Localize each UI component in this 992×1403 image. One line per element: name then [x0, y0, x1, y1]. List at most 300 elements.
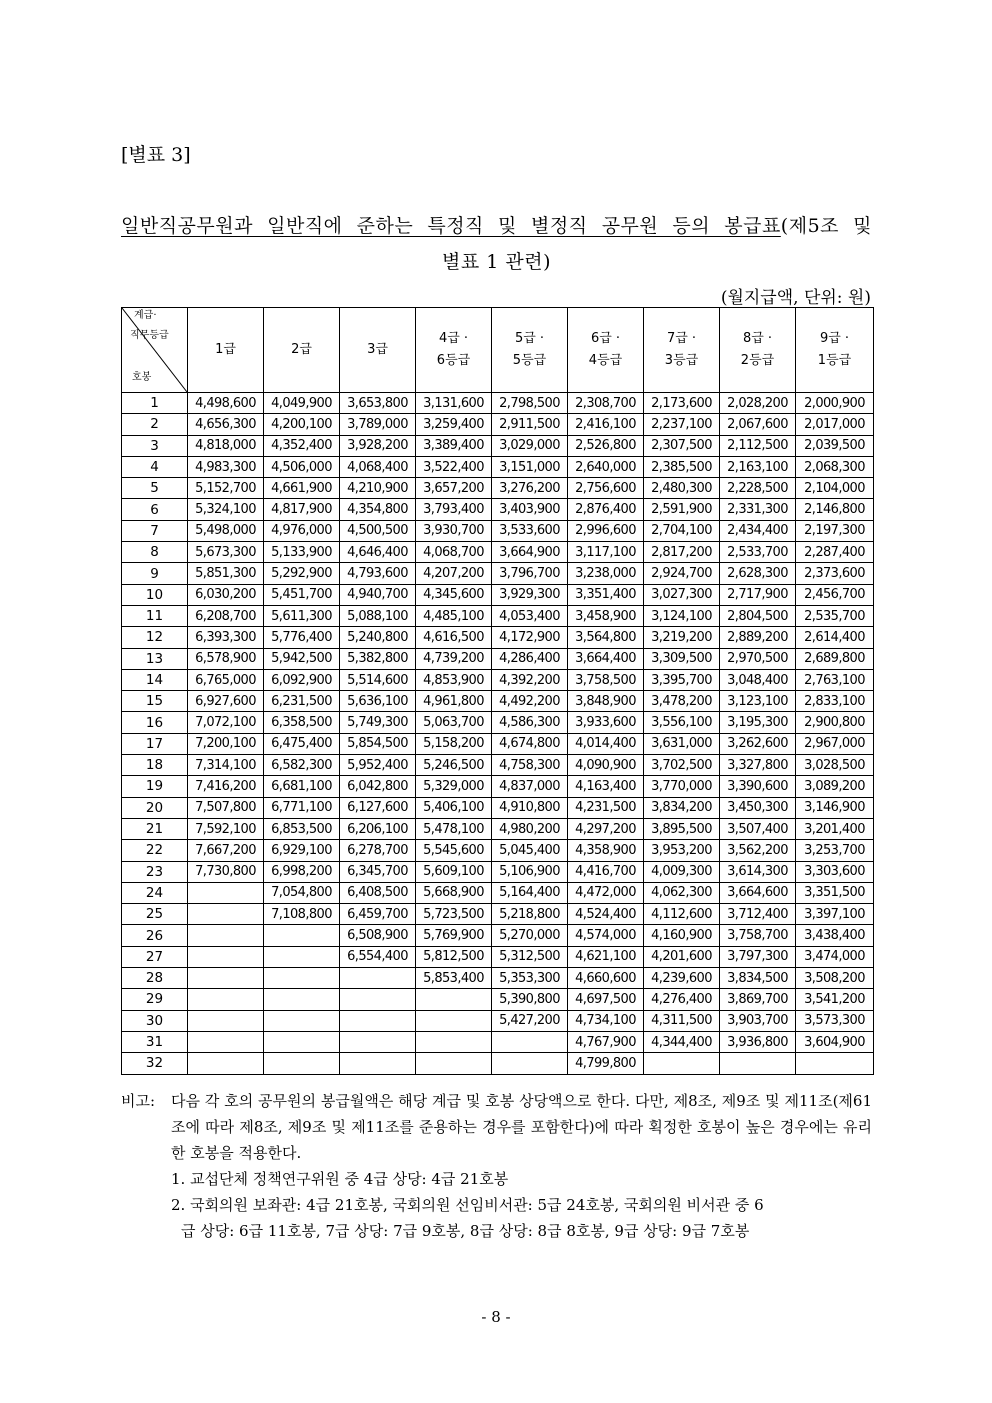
- salary-cell: 4,837,000: [492, 776, 568, 797]
- salary-cell: 5,668,900: [416, 882, 492, 903]
- salary-cell: 4,062,300: [644, 882, 720, 903]
- salary-cell: 4,616,500: [416, 627, 492, 648]
- step-cell: 6: [122, 499, 188, 520]
- salary-cell: 6,231,500: [264, 691, 340, 712]
- salary-cell: 3,201,400: [796, 818, 874, 839]
- salary-cell: [264, 1010, 340, 1031]
- salary-cell: 3,124,100: [644, 605, 720, 626]
- salary-cell: 5,045,400: [492, 840, 568, 861]
- salary-cell: 5,673,300: [188, 542, 264, 563]
- column-header-duty-grade: 5등급: [512, 353, 547, 368]
- step-cell: 15: [122, 691, 188, 712]
- table-row: [122, 393, 874, 414]
- salary-cell: 2,307,500: [644, 435, 720, 456]
- salary-cell: 5,514,600: [340, 669, 416, 690]
- salary-cell: 3,533,600: [492, 520, 568, 541]
- column-header-duty-grade: 2등급: [740, 353, 775, 368]
- salary-cell: 6,206,100: [340, 818, 416, 839]
- salary-cell: 5,942,500: [264, 648, 340, 669]
- salary-cell: 4,660,600: [568, 968, 644, 989]
- salary-cell: 3,146,900: [796, 797, 874, 818]
- salary-cell: 4,961,800: [416, 691, 492, 712]
- table-row: [122, 712, 874, 733]
- salary-cell: 2,434,400: [720, 520, 796, 541]
- corner-label-grade: 계급·: [134, 310, 157, 321]
- salary-cell: 4,758,300: [492, 755, 568, 776]
- salary-cell: 6,127,600: [340, 797, 416, 818]
- corner-header-cell: [122, 308, 188, 393]
- column-header-grade: 8급 ·: [742, 331, 773, 346]
- salary-cell: 7,730,800: [188, 861, 264, 882]
- salary-cell: 3,664,600: [720, 882, 796, 903]
- salary-cell: 4,734,100: [568, 1010, 644, 1031]
- salary-cell: 3,403,900: [492, 499, 568, 520]
- salary-cell: 7,200,100: [188, 733, 264, 754]
- salary-cell: 5,427,200: [492, 1010, 568, 1031]
- salary-cell: 3,758,500: [568, 669, 644, 690]
- salary-cell: 2,308,700: [568, 393, 644, 414]
- column-header-duty-grade: 6등급: [436, 353, 471, 368]
- salary-cell: [188, 1010, 264, 1031]
- salary-cell: 6,927,600: [188, 691, 264, 712]
- salary-cell: 3,702,500: [644, 755, 720, 776]
- salary-cell: 3,238,000: [568, 563, 644, 584]
- salary-cell: 5,451,700: [264, 584, 340, 605]
- salary-cell: 3,259,400: [416, 414, 492, 435]
- table-row: [122, 456, 874, 477]
- salary-cell: 5,545,600: [416, 840, 492, 861]
- salary-cell: 5,390,800: [492, 989, 568, 1010]
- step-cell: 10: [122, 584, 188, 605]
- salary-cell: 6,030,200: [188, 584, 264, 605]
- salary-cell: 4,940,700: [340, 584, 416, 605]
- step-cell: 18: [122, 755, 188, 776]
- salary-cell: 3,936,800: [720, 1031, 796, 1052]
- table-row: [122, 499, 874, 520]
- salary-cell: 3,253,700: [796, 840, 874, 861]
- salary-cell: 2,689,800: [796, 648, 874, 669]
- salary-cell: [796, 1053, 874, 1074]
- salary-cell: 4,231,500: [568, 797, 644, 818]
- salary-cell: 3,390,600: [720, 776, 796, 797]
- salary-cell: 2,173,600: [644, 393, 720, 414]
- salary-cell: 6,578,900: [188, 648, 264, 669]
- salary-cell: 4,976,000: [264, 520, 340, 541]
- salary-cell: 6,681,100: [264, 776, 340, 797]
- salary-cell: [264, 1031, 340, 1052]
- salary-cell: 5,749,300: [340, 712, 416, 733]
- salary-cell: 3,895,500: [644, 818, 720, 839]
- corner-label-duty-grade: 직무등급: [130, 330, 169, 341]
- salary-cell: 4,739,200: [416, 648, 492, 669]
- step-cell: 5: [122, 478, 188, 499]
- step-cell: 16: [122, 712, 188, 733]
- salary-cell: 4,524,400: [568, 904, 644, 925]
- salary-cell: 5,812,500: [416, 946, 492, 967]
- salary-cell: 4,276,400: [644, 989, 720, 1010]
- step-cell: 28: [122, 968, 188, 989]
- salary-cell: 4,068,700: [416, 542, 492, 563]
- salary-cell: 4,311,500: [644, 1010, 720, 1031]
- salary-cell: 4,090,900: [568, 755, 644, 776]
- salary-cell: 5,498,000: [188, 520, 264, 541]
- salary-cell: 3,903,700: [720, 1010, 796, 1031]
- salary-cell: 2,889,200: [720, 627, 796, 648]
- salary-cell: 3,458,900: [568, 605, 644, 626]
- table-row: [122, 691, 874, 712]
- step-cell: 7: [122, 520, 188, 541]
- salary-cell: 3,797,300: [720, 946, 796, 967]
- column-header: [340, 308, 416, 393]
- column-header: [264, 308, 340, 393]
- salary-cell: 3,758,700: [720, 925, 796, 946]
- salary-cell: 3,327,800: [720, 755, 796, 776]
- table-row: [122, 414, 874, 435]
- salary-cell: 2,067,600: [720, 414, 796, 435]
- corner-label-step: 호봉: [132, 372, 152, 383]
- step-cell: 4: [122, 456, 188, 477]
- salary-cell: 5,382,800: [340, 648, 416, 669]
- title-suffix: (제5조 및: [780, 215, 872, 237]
- salary-cell: [416, 989, 492, 1010]
- salary-cell: 7,054,800: [264, 882, 340, 903]
- column-header: [796, 308, 874, 393]
- step-cell: 27: [122, 946, 188, 967]
- salary-cell: 2,112,500: [720, 435, 796, 456]
- salary-cell: 2,900,800: [796, 712, 874, 733]
- salary-cell: 5,088,100: [340, 605, 416, 626]
- salary-cell: 5,769,900: [416, 925, 492, 946]
- salary-cell: [416, 1031, 492, 1052]
- table-row: [122, 648, 874, 669]
- column-header-duty-grade: 1등급: [817, 353, 852, 368]
- salary-cell: 3,929,300: [492, 584, 568, 605]
- salary-cell: 2,000,900: [796, 393, 874, 414]
- table-row: [122, 542, 874, 563]
- salary-cell: 4,799,800: [568, 1053, 644, 1074]
- salary-cell: 5,106,900: [492, 861, 568, 882]
- salary-cell: 7,314,100: [188, 755, 264, 776]
- salary-cell: 6,853,500: [264, 818, 340, 839]
- salary-cell: 2,970,500: [720, 648, 796, 669]
- column-header-grade: 3급: [367, 342, 388, 357]
- salary-cell: 4,793,600: [340, 563, 416, 584]
- salary-cell: 2,924,700: [644, 563, 720, 584]
- step-cell: 12: [122, 627, 188, 648]
- salary-cell: 4,506,000: [264, 456, 340, 477]
- salary-cell: 7,507,800: [188, 797, 264, 818]
- salary-cell: 3,151,000: [492, 456, 568, 477]
- salary-cell: [188, 989, 264, 1010]
- salary-cell: 7,108,800: [264, 904, 340, 925]
- salary-cell: 3,522,400: [416, 456, 492, 477]
- salary-cell: [264, 968, 340, 989]
- salary-cell: 2,163,100: [720, 456, 796, 477]
- column-header: [492, 308, 568, 393]
- notes-item-1: 1. 교섭단체 정책연구위원 중 4급 상당: 4급 21호봉: [171, 1170, 509, 1188]
- column-header: [568, 308, 644, 393]
- salary-cell: 4,767,900: [568, 1031, 644, 1052]
- salary-cell: 4,286,400: [492, 648, 568, 669]
- salary-cell: 7,667,200: [188, 840, 264, 861]
- salary-cell: 2,614,400: [796, 627, 874, 648]
- notes-text: 다음 각 호의 공무원의 봉급월액은 해당 계급 및 호봉 상당액으로 한다. 다만, 제8조, 제9조 및 제11조(제61조에 따라 제8조, 제9조 및 제11조를 준용하는 경우를 포함한다)에 따라 획정한 호봉이 높은 경우에는 유리한 호봉을 적용한다.: [171, 1092, 872, 1162]
- salary-cell: 4,009,300: [644, 861, 720, 882]
- salary-cell: 2,876,400: [568, 499, 644, 520]
- salary-cell: 6,771,100: [264, 797, 340, 818]
- salary-cell: 4,817,900: [264, 499, 340, 520]
- salary-cell: [340, 1053, 416, 1074]
- table-row: [122, 989, 874, 1010]
- column-header-grade: 2급: [291, 342, 312, 357]
- document-title: [121, 210, 872, 278]
- step-cell: 21: [122, 818, 188, 839]
- salary-cell: 3,303,600: [796, 861, 874, 882]
- column-header: [416, 308, 492, 393]
- salary-cell: 5,952,400: [340, 755, 416, 776]
- salary-cell: 2,146,800: [796, 499, 874, 520]
- step-cell: 26: [122, 925, 188, 946]
- salary-cell: 5,158,200: [416, 733, 492, 754]
- salary-cell: 4,853,900: [416, 669, 492, 690]
- salary-cell: 5,609,100: [416, 861, 492, 882]
- salary-cell: 3,507,400: [720, 818, 796, 839]
- salary-cell: 4,818,000: [188, 435, 264, 456]
- salary-cell: 4,163,400: [568, 776, 644, 797]
- salary-cell: 4,661,900: [264, 478, 340, 499]
- table-row: [122, 882, 874, 903]
- salary-cell: 4,201,600: [644, 946, 720, 967]
- salary-cell: 5,723,500: [416, 904, 492, 925]
- table-row: [122, 797, 874, 818]
- salary-cell: 3,712,400: [720, 904, 796, 925]
- salary-cell: 6,092,900: [264, 669, 340, 690]
- salary-cell: [264, 946, 340, 967]
- salary-cell: 4,621,100: [568, 946, 644, 967]
- salary-cell: 3,117,100: [568, 542, 644, 563]
- salary-cell: 6,929,100: [264, 840, 340, 861]
- salary-cell: [340, 989, 416, 1010]
- salary-cell: 2,996,600: [568, 520, 644, 541]
- step-cell: 2: [122, 414, 188, 435]
- salary-cell: 4,352,400: [264, 435, 340, 456]
- salary-cell: [188, 1053, 264, 1074]
- table-row: [122, 776, 874, 797]
- column-header-duty-grade: 4등급: [588, 353, 623, 368]
- salary-cell: 3,556,100: [644, 712, 720, 733]
- salary-cell: 3,869,700: [720, 989, 796, 1010]
- table-row: [122, 627, 874, 648]
- table-row: [122, 925, 874, 946]
- step-cell: 9: [122, 563, 188, 584]
- step-cell: 32: [122, 1053, 188, 1074]
- table-row: [122, 904, 874, 925]
- column-header-grade: 5급 ·: [514, 331, 545, 346]
- table-row: [122, 818, 874, 839]
- salary-cell: 2,228,500: [720, 478, 796, 499]
- salary-cell: 2,456,700: [796, 584, 874, 605]
- notes-item-2-line-1: 2. 국회의원 보좌관: 4급 21호봉, 국회의원 선임비서관: 5급 24호봉, 국회의원 비서관 중 6: [171, 1196, 764, 1214]
- salary-cell: 5,478,100: [416, 818, 492, 839]
- step-cell: 31: [122, 1031, 188, 1052]
- column-header-grade: 6급 ·: [590, 331, 621, 346]
- salary-cell: 2,798,500: [492, 393, 568, 414]
- salary-cell: 4,492,200: [492, 691, 568, 712]
- table-row: [122, 968, 874, 989]
- table-row: [122, 946, 874, 967]
- step-cell: 25: [122, 904, 188, 925]
- salary-cell: 5,133,900: [264, 542, 340, 563]
- salary-table: [121, 307, 874, 1075]
- salary-cell: 5,218,800: [492, 904, 568, 925]
- salary-cell: 2,526,800: [568, 435, 644, 456]
- salary-cell: 3,123,100: [720, 691, 796, 712]
- salary-cell: 4,980,200: [492, 818, 568, 839]
- salary-cell: 4,112,600: [644, 904, 720, 925]
- salary-cell: 4,160,900: [644, 925, 720, 946]
- table-row: [122, 1053, 874, 1074]
- salary-cell: 5,406,100: [416, 797, 492, 818]
- step-cell: 20: [122, 797, 188, 818]
- step-cell: 1: [122, 393, 188, 414]
- salary-cell: 3,796,700: [492, 563, 568, 584]
- salary-cell: 3,195,300: [720, 712, 796, 733]
- step-cell: 23: [122, 861, 188, 882]
- title-underlined: 일반직공무원과 일반직에 준하는 특정직 및 별정직 공무원 등의 봉급표: [121, 215, 781, 237]
- salary-cell: 3,573,300: [796, 1010, 874, 1031]
- salary-cell: 4,345,600: [416, 584, 492, 605]
- salary-cell: 3,351,500: [796, 882, 874, 903]
- salary-cell: 2,331,300: [720, 499, 796, 520]
- salary-cell: 3,219,200: [644, 627, 720, 648]
- salary-cell: 2,197,300: [796, 520, 874, 541]
- salary-cell: 2,104,000: [796, 478, 874, 499]
- salary-cell: 3,389,400: [416, 435, 492, 456]
- salary-cell: 3,657,200: [416, 478, 492, 499]
- salary-cell: 4,172,900: [492, 627, 568, 648]
- salary-cell: 3,478,200: [644, 691, 720, 712]
- salary-cell: 5,636,100: [340, 691, 416, 712]
- table-row: [122, 1010, 874, 1031]
- step-cell: 11: [122, 605, 188, 626]
- salary-cell: 5,312,500: [492, 946, 568, 967]
- salary-cell: 5,324,100: [188, 499, 264, 520]
- table-row: [122, 733, 874, 754]
- salary-cell: 3,450,300: [720, 797, 796, 818]
- salary-cell: 2,373,600: [796, 563, 874, 584]
- salary-cell: 3,848,900: [568, 691, 644, 712]
- step-cell: 24: [122, 882, 188, 903]
- salary-cell: 2,287,400: [796, 542, 874, 563]
- table-row: [122, 584, 874, 605]
- salary-cell: 2,017,000: [796, 414, 874, 435]
- title-line-2: 별표 1 관련): [442, 251, 551, 273]
- table-body: [122, 393, 874, 1075]
- salary-cell: 3,770,000: [644, 776, 720, 797]
- salary-cell: [492, 1053, 568, 1074]
- salary-cell: 4,674,800: [492, 733, 568, 754]
- salary-cell: 3,438,400: [796, 925, 874, 946]
- salary-cell: [264, 925, 340, 946]
- salary-cell: 3,048,400: [720, 669, 796, 690]
- salary-cell: 2,911,500: [492, 414, 568, 435]
- column-header: [644, 308, 720, 393]
- salary-cell: 2,756,600: [568, 478, 644, 499]
- salary-cell: 3,933,600: [568, 712, 644, 733]
- salary-cell: [264, 989, 340, 1010]
- salary-cell: 3,631,000: [644, 733, 720, 754]
- salary-cell: [340, 1010, 416, 1031]
- notes-item-2-line-2: 급 상당: 6급 11호봉, 7급 상당: 7급 9호봉, 8급 상당: 8급 8호봉, 9급 상당: 9급 7호봉: [181, 1222, 750, 1240]
- salary-cell: 3,789,000: [340, 414, 416, 435]
- column-header-grade: 9급 ·: [819, 331, 850, 346]
- salary-cell: 6,554,400: [340, 946, 416, 967]
- step-cell: 3: [122, 435, 188, 456]
- salary-cell: 4,983,300: [188, 456, 264, 477]
- salary-cell: 4,207,200: [416, 563, 492, 584]
- salary-cell: 4,358,900: [568, 840, 644, 861]
- salary-cell: 4,239,600: [644, 968, 720, 989]
- salary-cell: 7,072,100: [188, 712, 264, 733]
- salary-cell: 5,611,300: [264, 605, 340, 626]
- salary-cell: 3,653,800: [340, 393, 416, 414]
- salary-cell: 4,498,600: [188, 393, 264, 414]
- salary-cell: 2,804,500: [720, 605, 796, 626]
- table-row: [122, 605, 874, 626]
- salary-cell: 7,416,200: [188, 776, 264, 797]
- salary-cell: 5,270,000: [492, 925, 568, 946]
- table-row: [122, 563, 874, 584]
- salary-cell: 2,704,100: [644, 520, 720, 541]
- table-row: [122, 840, 874, 861]
- salary-cell: 3,834,500: [720, 968, 796, 989]
- salary-cell: 6,475,400: [264, 733, 340, 754]
- salary-cell: 2,967,000: [796, 733, 874, 754]
- salary-cell: [416, 1053, 492, 1074]
- page-label: [별표 3]: [121, 144, 191, 166]
- salary-cell: 5,353,300: [492, 968, 568, 989]
- salary-cell: 3,309,500: [644, 648, 720, 669]
- salary-cell: 4,500,500: [340, 520, 416, 541]
- salary-cell: 2,833,100: [796, 691, 874, 712]
- page-number: - 8 -: [481, 1308, 511, 1326]
- salary-cell: 4,646,400: [340, 542, 416, 563]
- step-cell: 29: [122, 989, 188, 1010]
- salary-cell: [416, 1010, 492, 1031]
- salary-cell: 3,351,400: [568, 584, 644, 605]
- salary-cell: 6,042,800: [340, 776, 416, 797]
- salary-cell: 6,358,500: [264, 712, 340, 733]
- salary-cell: 5,292,900: [264, 563, 340, 584]
- salary-cell: 2,028,200: [720, 393, 796, 414]
- title-line-1: [121, 210, 872, 242]
- salary-cell: 2,068,300: [796, 456, 874, 477]
- table-row: [122, 478, 874, 499]
- salary-cell: 2,535,700: [796, 605, 874, 626]
- salary-cell: 3,276,200: [492, 478, 568, 499]
- column-header: [188, 308, 264, 393]
- salary-cell: 3,564,800: [568, 627, 644, 648]
- salary-cell: 5,329,000: [416, 776, 492, 797]
- salary-cell: 4,485,100: [416, 605, 492, 626]
- salary-cell: 4,697,500: [568, 989, 644, 1010]
- salary-cell: 6,278,700: [340, 840, 416, 861]
- salary-cell: 3,793,400: [416, 499, 492, 520]
- column-header-grade: 4급 ·: [438, 331, 469, 346]
- salary-cell: 2,480,300: [644, 478, 720, 499]
- salary-cell: 3,562,200: [720, 840, 796, 861]
- salary-cell: 2,416,100: [568, 414, 644, 435]
